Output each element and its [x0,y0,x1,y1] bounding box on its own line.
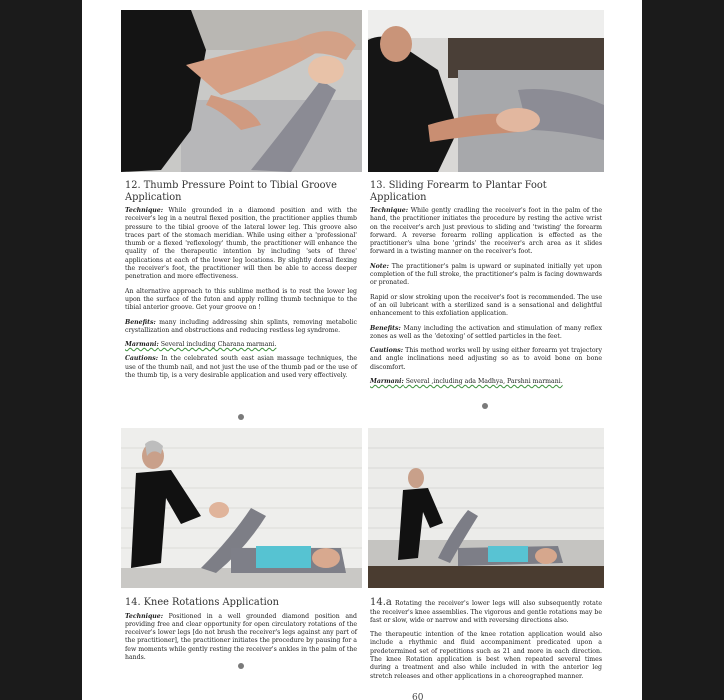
separator-dot [482,403,488,409]
section-12-technique: Technique: While grounded in a diamond position and with the receiver's leg in a neutral flexed position, the practitioner applies thumb pressure to the tibial groove of the lateral lower leg. This groove also traces part of the stomach meridian. While using either a 'professional' thumb or a flexed 'reflexology' thumb, the practitioner will enhance the quality of the therapeutic intention by including 'sets of three' applications at each of the lower leg locations. By slightly dorsal flexing the receiver's foot, the practitioner will then be able to access deeper penetration and more effectiveness. [125,207,357,281]
section-12-marmani: Marmani: Several including Charana marmani. [125,341,277,349]
photo-knee-rotations [121,428,362,588]
section-13-paragraph-3: Rapid or slow stroking upon the receiver's foot is recommended. The use of an oil lubricant with a sterilized sand is a sensational and delightful enhancement to this exfoliation application. [370,293,602,318]
section-12-title: 12. Thumb Pressure Point to Tibial Groove Application [125,180,337,203]
section-13-note: Note: The practitioner's palm is upward or supinated initially yet upon completion of the full stroke, the practitioner's palm is facing downwards or pronated. [370,262,602,287]
section-14-technique: Technique: Positioned in a well grounded diamond position and providing free and clear opportunity for open circulatory rotations of the receiver's lower legs [do not brush the receiver's legs against any part of the practitioner], the practitioner initiates the procedure by pausing for a few moments while gently resting the receiver's ankles in the palm of the hands. [125,612,357,661]
section-12-cautions: Cautions: In the celebrated south east asian massage techniques, the use of the thumb nail, and not just the use of the thumb pad or the use of the thumb tip, is a very desirable application and used very effectively. [125,355,357,380]
section-12 [125,180,357,386]
section-14a [370,597,602,687]
section-14 [125,597,357,668]
page-number: 60 [412,693,424,700]
section-12-paragraph-2: An alternative approach to this sublime method is to rest the lower leg upon the surface of the futon and apply rolling thumb technique to the tibial anterior groove. Get your groove on ! [125,287,357,312]
section-13-marmani: Marmani: Several ,including ada Madhya, Parshni marmani. [370,378,563,386]
section-14-title: 14. Knee Rotations Application [125,597,279,608]
photo-sliding-forearm [368,10,604,172]
section-14a-paragraph-2: The therapeutic intention of the knee rotation application would also include a rhythmic and fluid accompaniment predicated upon a predetermined set of repetitions such as 21 and more in each direction. The knee Rotation application is best when repeated several times during a treatment and also while included in with the anterior leg stretch releases and other applications in a choreographed manner. [370,631,602,680]
section-13 [370,180,602,392]
section-13-benefits: Benefits: Many including the activation and stimulation of many reflex zones as well as the 'detoxing' of settled particles in the feet. [370,324,602,340]
document-page [82,0,642,700]
separator-dot [238,414,244,420]
photo-thumb-pressure [121,10,362,172]
section-12-benefits: Benefits: many including addressing shin splints, removing metabolic crystallization and obstructions and reducing restless leg syndrome. [125,318,357,334]
separator-dot [238,663,244,669]
section-14a-intro: 14.a Rotating the receiver's lower legs will also subsequently rotate the receiver's knee assemblies. The vigorous and gentle rotations may be fast or slow, wide or narrow and with reversing directions also. [370,597,602,624]
section-13-technique: Technique: While gently cradling the receiver's foot in the palm of the hand, the practitioner initiates the procedure by resting the active wrist on the receiver's arch just previous to sliding and 'twisting' the forearm forward. A reverse forearm rolling application is effected as the practitioner's ulna bone 'grinds' the receiver's arch area as it slides forward in a twisting manner on the receiver's foot. [370,207,602,256]
section-13-cautions: Cautions: This method works well by using either forearm yet trajectory and angle inclinations need adjusting so as to avoid bone on bone discomfort. [370,347,602,371]
section-14a-title: 14.a [370,597,392,608]
photo-knee-rotations-2 [368,428,604,588]
section-13-title: 13. Sliding Forearm to Plantar Foot Application [370,180,547,203]
